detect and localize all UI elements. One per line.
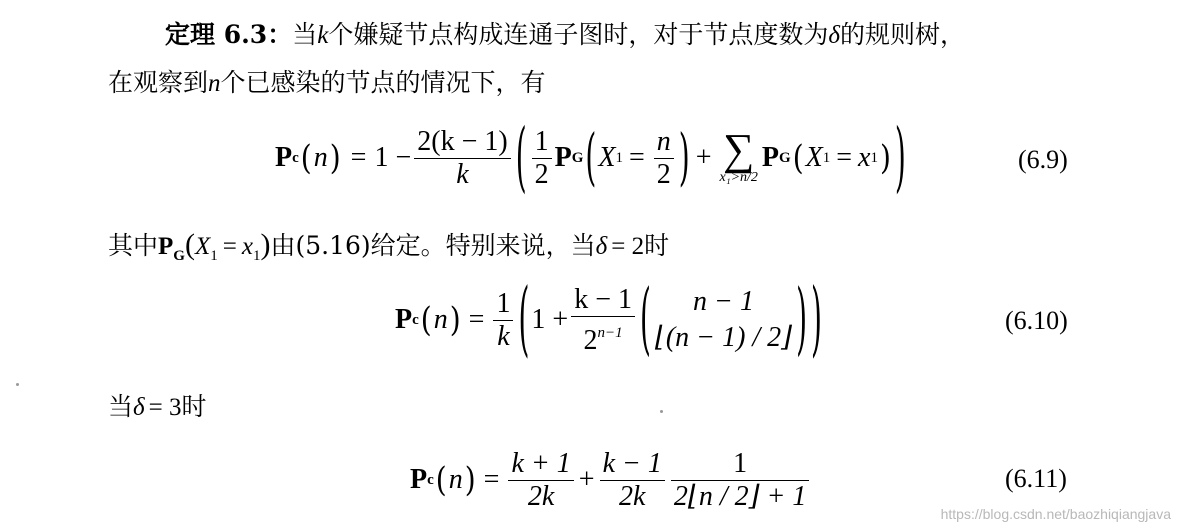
- theorem-text: 个嫌疑节点构成连通子图时，对于节点度数为: [328, 20, 829, 49]
- prob-subscript: c: [412, 311, 419, 328]
- equation-6-9: P c ( n ) = 1 − $\frac{2(k - 1)}{k}$ ( $\frac{1}{2}$ P G ( X 1 = $\frac{n}{2}$ ) + ∑ x₁>n/2 P G ( X 1 = x 1 ) ): [275, 112, 906, 202]
- prob-symbol: P: [158, 233, 174, 260]
- fraction: [654, 126, 674, 191]
- prob-subscript: c: [292, 149, 299, 166]
- fraction: [532, 126, 552, 191]
- var-k: k: [317, 22, 329, 49]
- equation-number: (6.10): [1005, 306, 1068, 335]
- equals-sign: =: [836, 142, 853, 173]
- paragraph-3: [108, 392, 207, 423]
- para-text: 时: [181, 392, 207, 421]
- eq-subscript: 1: [822, 149, 831, 166]
- theorem-line-1: [165, 20, 965, 51]
- eq-subscript: 1: [615, 149, 623, 166]
- prob-symbol: P: [761, 142, 780, 173]
- frac-numerator: 1: [496, 287, 511, 319]
- eq-var: x: [241, 233, 253, 260]
- frac-numerator: k − 1: [602, 447, 662, 479]
- theorem-text: 当: [292, 20, 318, 49]
- frac-numerator: k + 1: [511, 447, 571, 479]
- prob-subscript: G: [173, 248, 185, 264]
- theorem-text: 个已感染的节点的情况下，有: [220, 68, 546, 97]
- fraction: [600, 448, 665, 513]
- frac-denominator: 2k: [527, 480, 555, 512]
- plus-sign: +: [578, 464, 595, 495]
- prob-symbol: P: [275, 142, 293, 173]
- frac-numerator: n: [656, 125, 671, 157]
- eq-term: 1 −: [374, 142, 412, 173]
- prob-symbol: P: [554, 142, 572, 173]
- eq-subscript: 1: [252, 248, 261, 264]
- eq-value: = 2: [611, 233, 645, 260]
- theorem-text: 在观察到: [108, 68, 209, 97]
- prob-subscript: c: [427, 471, 434, 488]
- theorem-colon: ：: [267, 20, 293, 49]
- var-delta: δ: [595, 233, 608, 260]
- frac-denominator: 2k: [619, 480, 646, 512]
- equals-sign: =: [483, 464, 500, 495]
- paragraph-2: 其中$P_G(X_1 = x_1)$由(5.16)给定。特别来说，当δ = 2时: [108, 228, 670, 264]
- sigma-symbol: ∑: [723, 125, 755, 174]
- theorem-line-2: [108, 68, 546, 99]
- equals-sign: =: [350, 142, 367, 173]
- prob-subscript: G: [779, 149, 791, 166]
- equals-sign: =: [628, 142, 645, 173]
- binomial: [655, 284, 792, 356]
- eq-term: 1 +: [531, 304, 569, 335]
- frac-denominator: 2⌊n / 2⌋ + 1: [673, 480, 807, 512]
- equals-sign: =: [222, 233, 237, 260]
- eq-var: n: [433, 304, 448, 335]
- var-delta: δ: [133, 394, 145, 421]
- equation-number: (6.11): [1005, 464, 1067, 493]
- frac-numerator: 2(k − 1): [417, 125, 508, 157]
- var-delta: δ: [828, 22, 840, 49]
- prob-subscript: G: [571, 149, 584, 166]
- scan-speck: [660, 410, 663, 413]
- para-text: 其中: [108, 231, 159, 260]
- fraction: [671, 448, 810, 513]
- eq-var: X: [805, 142, 823, 173]
- exponent: n−1: [597, 324, 623, 341]
- para-text: 时: [644, 231, 670, 260]
- prob-symbol: P: [395, 304, 413, 335]
- equation-6-10: P c ( n ) = $\frac{1}{k}$ ( 1 + $\frac{k - 1}{2^{n-1}}$ ( n − 1 ⌊(n − 1) / 2⌋ ) ): [395, 270, 822, 367]
- fraction: [414, 126, 510, 191]
- frac-numerator: 1: [733, 447, 748, 479]
- eq-var: X: [598, 142, 616, 173]
- eq-var: n: [448, 464, 463, 495]
- fraction: [571, 284, 635, 357]
- theorem-label: 定理 6.3: [165, 20, 268, 49]
- summation: [719, 125, 758, 186]
- eq-var: n: [313, 142, 328, 173]
- eq-subscript: 1: [870, 149, 878, 166]
- frac-denominator: 2: [583, 324, 598, 356]
- equation-number: (6.9): [1018, 145, 1068, 174]
- frac-numerator: 1: [534, 125, 549, 157]
- frac-denominator: k: [456, 158, 469, 190]
- binom-bottom: ⌊(n − 1) / 2⌋: [654, 322, 793, 353]
- prob-symbol: P: [410, 464, 428, 495]
- frac-denominator: 2: [656, 158, 671, 190]
- equals-sign: =: [468, 304, 485, 335]
- theorem-text: 的规则树，: [839, 20, 965, 49]
- equation-6-11: P c ( n ) = $\frac{k + 1}{2k}$ + $\frac{k - 1}{2k}$ $\frac{1}{2⌊n / 2⌋ + 1}$: [410, 440, 812, 520]
- binom-top: n − 1: [693, 286, 754, 317]
- eq-value: = 3: [148, 394, 182, 421]
- watermark-url: https://blog.csdn.net/baozhiqiangjava: [940, 506, 1171, 522]
- frac-denominator: k: [497, 320, 510, 352]
- fraction: [493, 288, 513, 353]
- fraction: [508, 448, 573, 513]
- sum-subscript: x₁>n/2: [719, 170, 758, 185]
- eq-var: x: [858, 142, 871, 173]
- para-text: 当: [108, 392, 134, 421]
- var-n: n: [208, 70, 221, 97]
- para-text: 由(5.16)给定。特别来说，当: [270, 231, 596, 260]
- scan-speck: [16, 383, 19, 386]
- eq-var: X: [194, 233, 211, 260]
- frac-numerator: k − 1: [574, 283, 632, 315]
- eq-subscript: 1: [210, 248, 218, 264]
- plus-sign: +: [695, 142, 712, 173]
- frac-denominator: 2: [534, 158, 549, 190]
